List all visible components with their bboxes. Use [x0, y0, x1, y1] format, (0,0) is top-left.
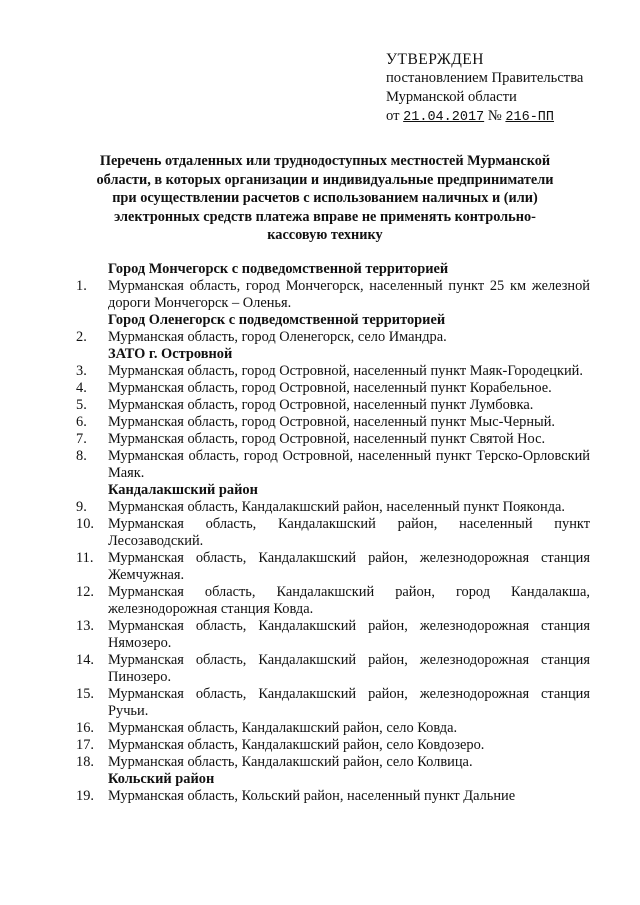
- list-item: [76, 618, 590, 652]
- item-text: Мурманская область, Кандалакшский район, село Ковда.: [108, 720, 458, 736]
- item-number: 19.: [76, 788, 94, 804]
- section-heading: Кольский район: [108, 771, 215, 787]
- section-heading: Кандалакшский район: [108, 482, 258, 498]
- list-item: [76, 397, 590, 414]
- list-item: [76, 414, 590, 431]
- item-text: Мурманская область, город Островной, населенный пункт Маяк-Городецкий.: [108, 363, 583, 379]
- item-number: 17.: [76, 737, 94, 753]
- item-number: 13.: [76, 618, 94, 634]
- item-number: 5.: [76, 397, 87, 413]
- item-text: Мурманская область, Кольский район, населенный пункт Дальние: [108, 788, 516, 804]
- item-text: Мурманская область, Кандалакшский район, железнодорожная станция Нямозеро.: [108, 618, 590, 651]
- item-number: 11.: [76, 550, 94, 566]
- item-number: 16.: [76, 720, 94, 736]
- item-text: Мурманская область, город Оленегорск, село Имандра.: [108, 329, 447, 345]
- item-text: Мурманская область, город Островной, населенный пункт Святой Нос.: [108, 431, 546, 447]
- section-heading: ЗАТО г. Островной: [108, 346, 233, 362]
- item-number: 15.: [76, 686, 94, 702]
- list-item: [76, 278, 590, 312]
- item-text: Мурманская область, город Островной, населенный пункт Лумбовка.: [108, 397, 534, 413]
- item-text: Мурманская область, Кандалакшский район, железнодорожная станция Ручьи.: [108, 686, 590, 719]
- item-number: 9.: [76, 499, 87, 515]
- list-item: [76, 754, 590, 771]
- item-text: Мурманская область, город Островной, населенный пункт Корабельное.: [108, 380, 552, 396]
- list-item: [76, 686, 590, 720]
- item-number: 7.: [76, 431, 87, 447]
- approval-heading: УТВЕРЖДЕН: [386, 51, 484, 68]
- item-number: 12.: [76, 584, 94, 600]
- item-text: Мурманская область, Кандалакшский район, село Ковдозеро.: [108, 737, 485, 753]
- approval-number: 216-ПП: [505, 110, 555, 125]
- list-item: [76, 448, 590, 482]
- item-text: Мурманская область, Кандалакшский район, железнодорожная станция Пинозеро.: [108, 652, 590, 685]
- item-number: 6.: [76, 414, 87, 430]
- list-item: [76, 788, 590, 805]
- section-heading: Город Оленегорск с подведомственной территорией: [108, 312, 446, 328]
- locations-list: [76, 261, 590, 805]
- approval-line-2: Мурманской области: [386, 89, 517, 105]
- item-number: 8.: [76, 448, 87, 464]
- approval-date: 21.04.2017: [403, 110, 485, 125]
- item-number: 3.: [76, 363, 87, 379]
- item-number: 4.: [76, 380, 87, 396]
- section-heading: Город Мончегорск с подведомственной территорией: [108, 261, 449, 277]
- approval-date-line: [386, 107, 583, 127]
- item-text: Мурманская область, Кандалакшский район, железнодорожная станция Жемчужная.: [108, 550, 590, 583]
- item-text: Мурманская область, город Островной, населенный пункт Терско-Орловский Маяк.: [108, 448, 590, 481]
- list-item: [76, 737, 590, 754]
- list-item: [76, 431, 590, 448]
- list-item: [76, 516, 590, 550]
- list-item: [76, 499, 590, 516]
- list-item: [76, 363, 590, 380]
- document-title: Перечень отдаленных или труднодоступных местностей Мурманской области, в которых организации и индивидуальные предприниматели при осуществлении расчетов с использованием наличных и (или) электронных средств платежа вправе не применять контрольно-кассовую технику: [96, 153, 554, 243]
- item-text: Мурманская область, Кандалакшский район, населенный пункт Лесозаводский.: [108, 516, 590, 549]
- item-number: 18.: [76, 754, 94, 770]
- approval-line-1: постановлением Правительства: [386, 70, 584, 86]
- list-item: [76, 550, 590, 584]
- number-prefix: №: [487, 108, 502, 124]
- item-text: Мурманская область, город Мончегорск, населенный пункт 25 км железной дороги Мончегорск – Оленья.: [108, 278, 590, 311]
- list-item: [76, 720, 590, 737]
- item-text: Мурманская область, город Островной, населенный пункт Мыс-Черный.: [108, 414, 556, 430]
- list-item: [76, 329, 590, 346]
- item-number: 1.: [76, 278, 87, 294]
- list-item: [76, 584, 590, 618]
- item-text: Мурманская область, Кандалакшский район, село Колвица.: [108, 754, 473, 770]
- item-text: Мурманская область, Кандалакшский район, город Кандалакша, железнодорожная станция Ковда.: [108, 584, 590, 617]
- item-text: Мурманская область, Кандалакшский район, населенный пункт Пояконда.: [108, 499, 566, 515]
- item-number: 2.: [76, 329, 87, 345]
- date-prefix: от: [386, 108, 400, 124]
- approval-stamp: [386, 50, 583, 127]
- item-number: 14.: [76, 652, 94, 668]
- item-number: 10.: [76, 516, 94, 532]
- list-item: [76, 652, 590, 686]
- list-item: [76, 380, 590, 397]
